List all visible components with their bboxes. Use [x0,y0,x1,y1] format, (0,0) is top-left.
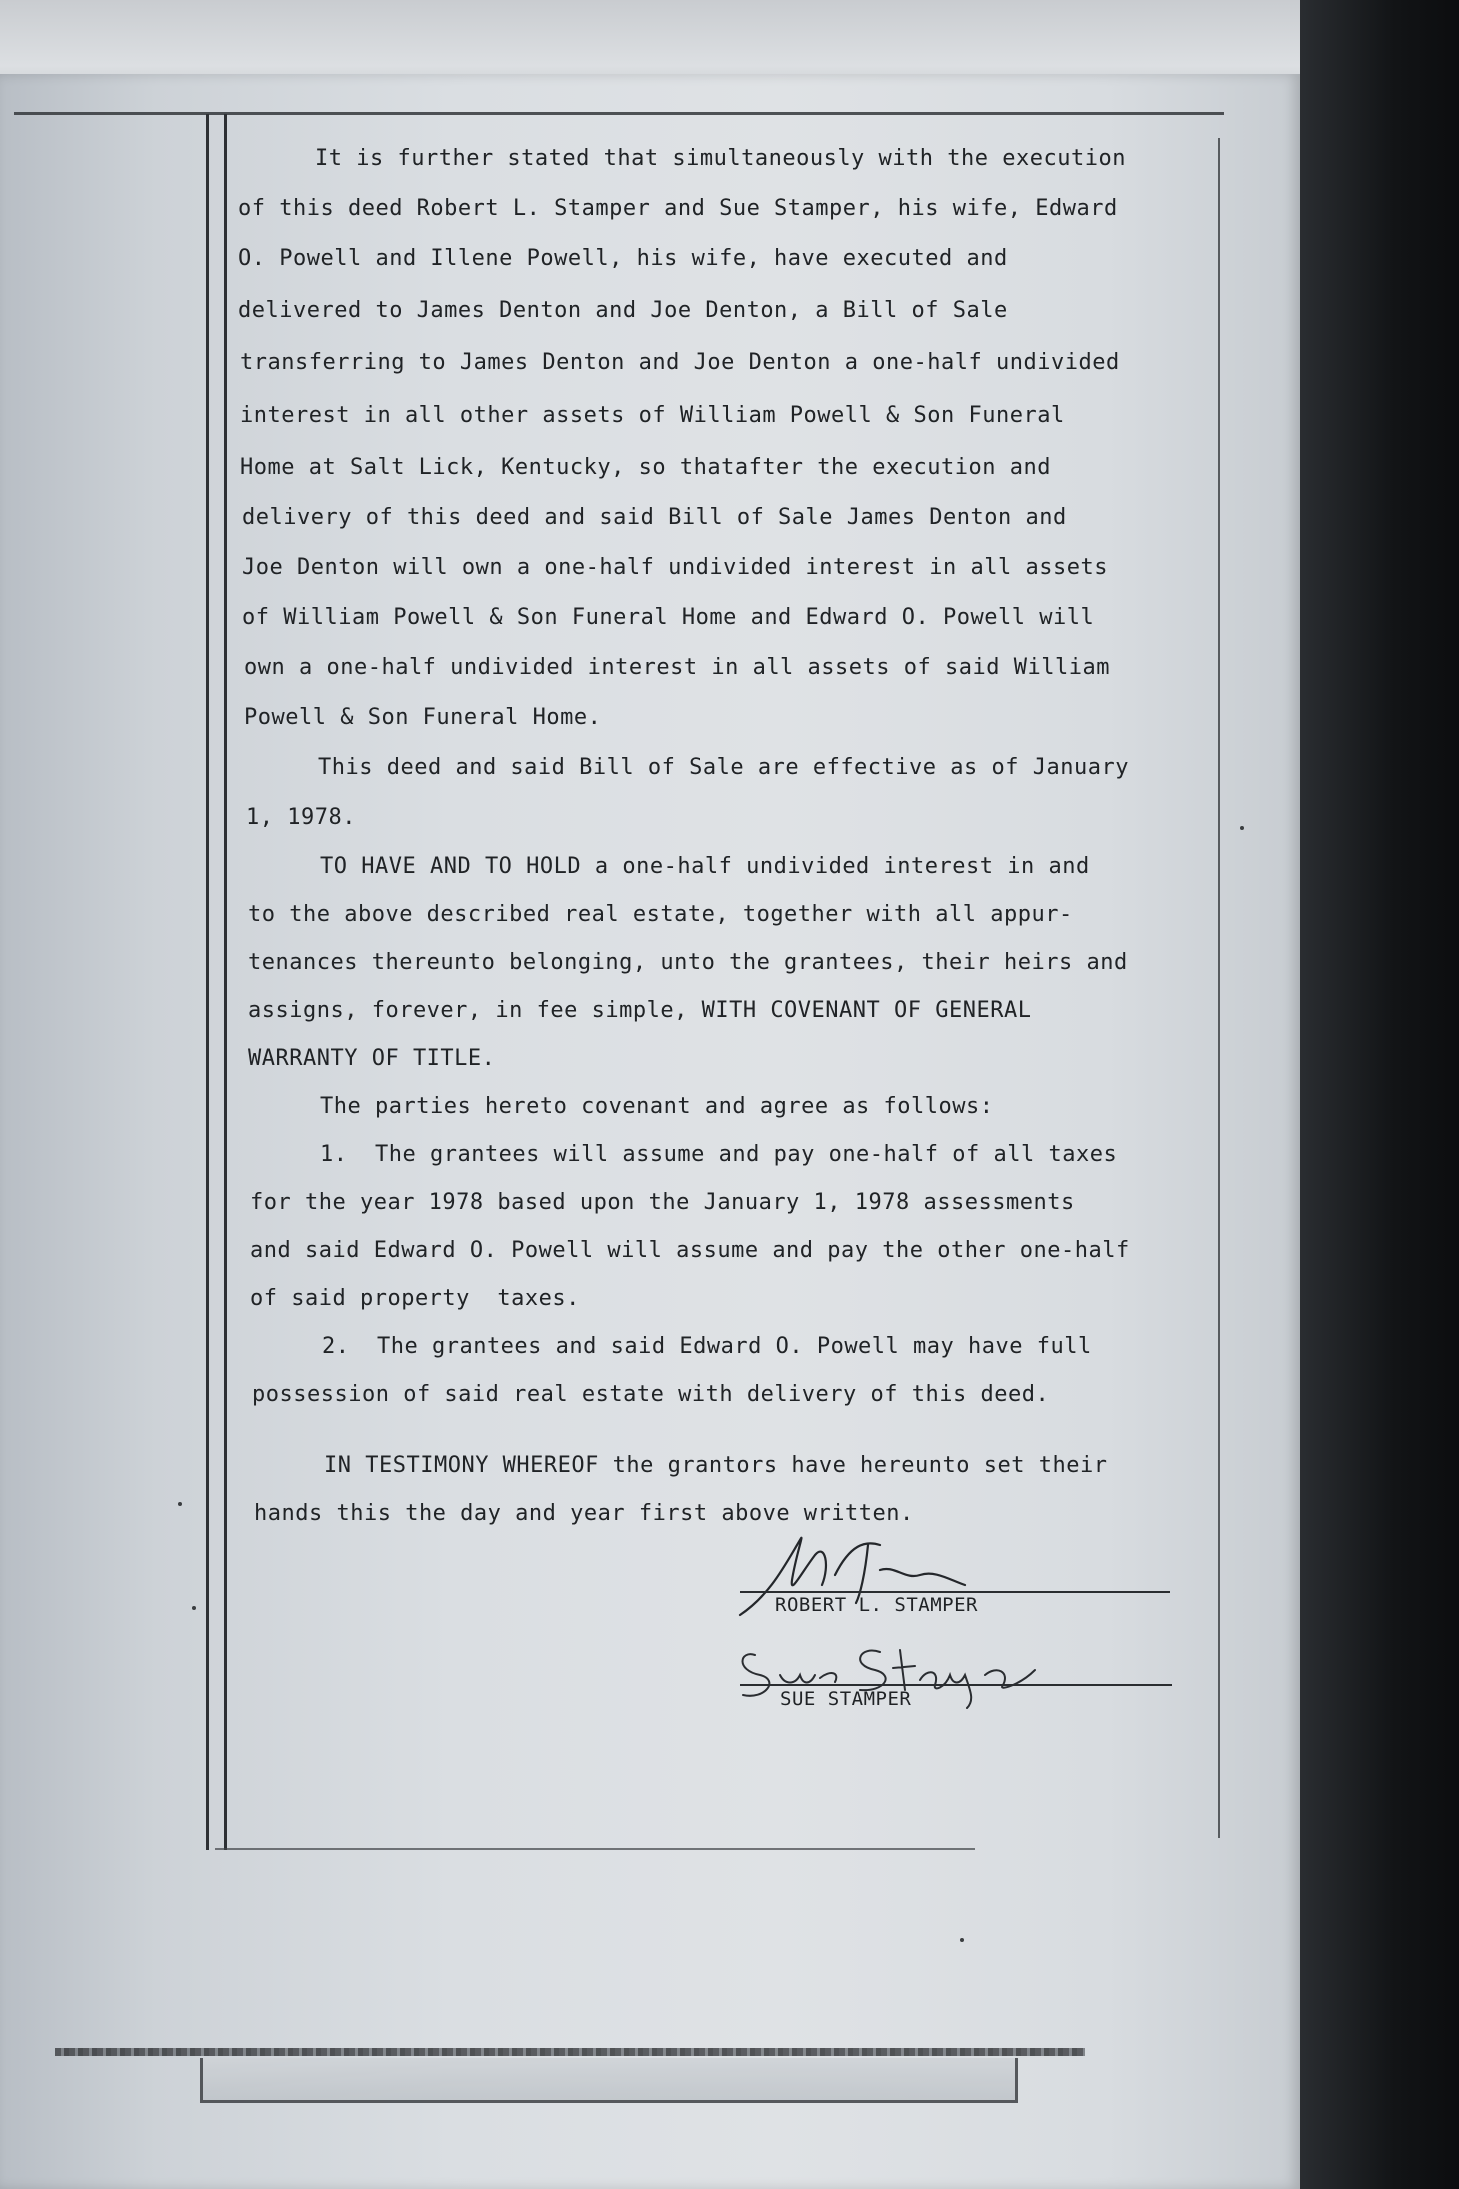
deed-line: own a one-half undivided interest in all assets of said William [244,655,1110,680]
bottom-border-rule [215,1848,975,1850]
signer-name-2: SUE STAMPER [780,1688,912,1710]
scan-speck [178,1502,182,1506]
deed-line: possession of said real estate with delivery of this deed. [252,1382,1050,1407]
deed-line: hands this the day and year first above written. [254,1501,914,1526]
scan-speck [960,1938,964,1942]
signature-line-1 [740,1591,1170,1593]
deed-line: delivery of this deed and said Bill of Sale James Denton and [242,505,1067,530]
signer-name-1: ROBERT L. STAMPER [775,1594,978,1616]
document-page [0,74,1300,2189]
dark-background [1300,0,1459,2189]
deed-line: WARRANTY OF TITLE. [248,1046,496,1071]
deed-line: of said property taxes. [250,1286,580,1311]
deed-line: assigns, forever, in fee simple, WITH COVENANT OF GENERAL [248,998,1032,1023]
deed-line: to the above described real estate, together with all appur- [248,902,1073,927]
left-border-rule-outer [206,114,209,1850]
deed-line: 1, 1978. [246,805,356,830]
deed-line: tenances thereunto belonging, unto the grantees, their heirs and [248,950,1128,975]
deed-line: for the year 1978 based upon the January 1, 1978 assessments [250,1190,1075,1215]
deed-line: transferring to James Denton and Joe Denton a one-half undivided [240,350,1120,375]
deed-line: The parties hereto covenant and agree as follows: [320,1094,994,1119]
scan-speck [192,1606,196,1610]
deed-line: 1. The grantees will assume and pay one-half of all taxes [320,1142,1118,1167]
deed-line: Joe Denton will own a one-half undivided interest in all assets [242,555,1108,580]
deed-line: interest in all other assets of William Powell & Son Funeral [240,403,1065,428]
deed-line: of this deed Robert L. Stamper and Sue Stamper, his wife, Edward [238,196,1118,221]
deed-line: IN TESTIMONY WHEREOF the grantors have hereunto set their [324,1453,1108,1478]
deed-line: of William Powell & Son Funeral Home and Edward O. Powell will [242,605,1095,630]
deed-line: and said Edward O. Powell will assume and pay the other one-half [250,1238,1130,1263]
signature-line-2 [740,1684,1172,1686]
bottom-page-frame [200,2058,1018,2103]
right-border-rule [1218,138,1220,1838]
scan-speck [1240,826,1244,830]
bottom-binding-strip [55,2048,1085,2056]
deed-line: Home at Salt Lick, Kentucky, so thatafter the execution and [240,455,1051,480]
left-border-rule-inner [224,114,227,1850]
deed-line: TO HAVE AND TO HOLD a one-half undivided interest in and [320,854,1090,879]
top-border-rule [14,112,1224,115]
deed-line: 2. The grantees and said Edward O. Powell may have full [322,1334,1092,1359]
deed-line: It is further stated that simultaneously with the execution [315,146,1126,171]
deed-line: This deed and said Bill of Sale are effective as of January [318,755,1129,780]
deed-line: delivered to James Denton and Joe Denton, a Bill of Sale [238,298,1008,323]
deed-line: Powell & Son Funeral Home. [244,705,602,730]
deed-line: O. Powell and Illene Powell, his wife, have executed and [238,246,1008,271]
